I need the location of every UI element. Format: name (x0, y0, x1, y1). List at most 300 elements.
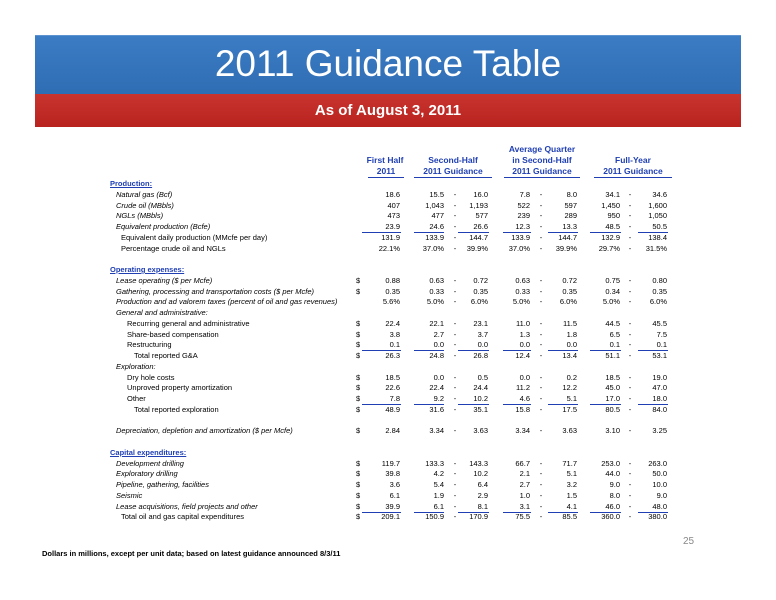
range-dash: - (453, 340, 457, 350)
table-row (0, 210, 776, 221)
value-fy2: 34.6 (652, 189, 667, 199)
row-label: General and administrative: (116, 308, 208, 317)
value-sh1: 37.0% (422, 243, 444, 253)
value-fh: 7.8 (389, 394, 400, 403)
table-row (0, 339, 776, 350)
range-dash: - (453, 404, 457, 414)
range-dash: - (539, 351, 543, 360)
table-row (0, 361, 776, 372)
value-fy1: 9.0 (609, 480, 620, 489)
row-label: Capital expenditures: (110, 447, 187, 457)
value-fh: 473 (387, 211, 400, 221)
range-dash: - (539, 211, 543, 221)
section-header-row (0, 447, 776, 458)
value-fy1: 1,450 (601, 200, 620, 210)
table-row (0, 404, 776, 415)
row-label: Restructuring (127, 340, 172, 350)
range-dash: - (453, 232, 457, 242)
range-dash: - (453, 286, 457, 296)
range-dash: - (539, 243, 543, 253)
value-aq1: 1.3 (519, 329, 530, 339)
value-fh: 2.84 (385, 426, 400, 436)
value-aq1: 3.1 (519, 501, 530, 511)
value-fy1: 0.34 (605, 286, 620, 296)
row-label: Recurring general and administrative (127, 318, 250, 328)
value-fy2: 50.5 (652, 222, 667, 231)
range-dash: - (453, 458, 457, 468)
row-label: Gathering, processing and transportation costs ($ per Mcfe) (116, 286, 315, 296)
range-dash: - (539, 458, 543, 468)
value-sh2: 6.4 (477, 480, 488, 489)
value-fy1: 29.7% (598, 243, 620, 253)
row-label: Lease operating ($ per Mcfe) (116, 275, 213, 285)
value-aq1: 3.34 (515, 426, 530, 436)
value-sh2: 144.7 (469, 232, 488, 242)
currency-symbol: $ (356, 404, 361, 414)
value-aq2: 4.1 (566, 501, 577, 511)
range-dash: - (453, 372, 457, 382)
range-dash: - (628, 501, 632, 511)
currency-symbol: $ (356, 426, 361, 436)
value-aq2: 5.1 (566, 394, 577, 403)
range-dash: - (539, 404, 543, 414)
value-fy2: 0.1 (656, 340, 667, 350)
row-label: Production: (110, 179, 153, 188)
row-label: Operating expenses: (110, 265, 185, 274)
range-dash: - (539, 297, 543, 307)
range-dash: - (453, 383, 457, 393)
range-dash: - (539, 340, 543, 350)
range-dash: - (628, 404, 632, 414)
currency-symbol: $ (356, 275, 361, 285)
value-fy1: 5.0% (602, 297, 620, 307)
row-label: Pipeline, gathering, facilities (116, 480, 209, 489)
value-fy2: 19.0 (652, 372, 667, 382)
value-fh: 5.6% (382, 297, 400, 307)
value-sh1: 150.9 (425, 512, 444, 522)
range-dash: - (539, 394, 543, 403)
value-aq1: 0.0 (519, 340, 530, 350)
value-sh2: 2.9 (477, 490, 488, 500)
title-banner (35, 35, 741, 95)
table-row (0, 286, 776, 297)
value-fy1: 0.75 (605, 275, 620, 285)
value-fh: 48.9 (385, 404, 400, 414)
row-label: Development drilling (116, 458, 184, 468)
value-sh1: 133.9 (425, 232, 444, 242)
value-aq1: 12.4 (515, 351, 530, 360)
range-dash: - (539, 490, 543, 500)
table-row (0, 318, 776, 329)
value-sh2: 0.5 (477, 372, 488, 382)
header-second-half-sub: 2011 Guidance (414, 166, 492, 178)
table-row (0, 275, 776, 286)
value-fy1: 48.5 (605, 222, 620, 231)
value-aq1: 239 (517, 211, 530, 221)
range-dash: - (628, 222, 632, 231)
value-sh2: 0.0 (477, 340, 488, 350)
value-sh1: 22.4 (429, 383, 444, 393)
range-dash: - (539, 480, 543, 489)
range-dash: - (628, 394, 632, 403)
currency-symbol: $ (356, 469, 361, 479)
range-dash: - (453, 211, 457, 221)
value-sh1: 2.7 (433, 329, 444, 339)
range-dash: - (628, 297, 632, 307)
value-sh1: 24.6 (429, 222, 444, 231)
range-dash: - (539, 501, 543, 511)
range-dash: - (539, 200, 543, 210)
value-sh2: 170.9 (469, 512, 488, 522)
value-aq2: 71.7 (562, 458, 577, 468)
value-fy1: 45.0 (605, 383, 620, 393)
value-aq2: 1.8 (566, 329, 577, 339)
range-dash: - (453, 243, 457, 253)
value-fy1: 253.0 (601, 458, 620, 468)
header-first-half-sub: 2011 (368, 166, 404, 178)
currency-symbol: $ (356, 318, 361, 328)
value-fy1: 18.5 (605, 372, 620, 382)
value-fh: 22.6 (385, 383, 400, 393)
currency-symbol: $ (356, 480, 361, 489)
value-sh2: 24.4 (473, 383, 488, 393)
value-aq2: 12.2 (562, 383, 577, 393)
value-aq2: 6.0% (559, 297, 577, 307)
value-fh: 0.1 (389, 340, 400, 350)
value-sh2: 6.0% (470, 297, 488, 307)
value-aq1: 1.0 (519, 490, 530, 500)
table-row (0, 372, 776, 383)
range-dash: - (628, 318, 632, 328)
row-label: Total reported G&A (134, 351, 198, 360)
row-label: Natural gas (Bcf) (116, 189, 173, 199)
row-label: Total oil and gas capital expenditures (121, 512, 244, 522)
value-fy1: 34.1 (605, 189, 620, 199)
row-label: Exploration: (116, 361, 156, 371)
value-sh1: 3.34 (429, 426, 444, 436)
table-row (0, 501, 776, 512)
header-full-year-sub: 2011 Guidance (594, 166, 672, 178)
range-dash: - (453, 329, 457, 339)
value-aq2: 0.2 (566, 372, 577, 382)
row-label: Equivalent production (Bcfe) (116, 222, 211, 231)
value-sh2: 8.1 (477, 501, 488, 511)
currency-symbol: $ (356, 490, 361, 500)
value-fh: 22.4 (385, 318, 400, 328)
currency-symbol: $ (356, 329, 361, 339)
row-label: Seismic (116, 490, 143, 500)
value-sh1: 9.2 (433, 394, 444, 403)
range-dash: - (453, 501, 457, 511)
row-label: Share-based compensation (127, 329, 219, 339)
row-label: NGLs (MBbls) (116, 211, 164, 221)
range-dash: - (628, 372, 632, 382)
value-sh2: 0.35 (473, 286, 488, 296)
currency-symbol: $ (356, 394, 361, 403)
value-sh1: 24.8 (429, 351, 444, 360)
value-fh: 0.88 (385, 275, 400, 285)
spacer-row (0, 436, 776, 447)
value-aq2: 17.5 (562, 404, 577, 414)
value-sh2: 35.1 (473, 404, 488, 414)
value-aq2: 8.0 (566, 189, 577, 199)
table-row (0, 296, 776, 307)
value-sh1: 4.2 (433, 469, 444, 479)
value-fy1: 3.10 (605, 426, 620, 436)
value-aq1: 0.0 (519, 372, 530, 382)
value-aq1: 11.2 (515, 383, 530, 393)
section-header-row (0, 178, 776, 189)
value-fh: 22.1% (378, 243, 400, 253)
value-fy2: 0.35 (652, 286, 667, 296)
range-dash: - (453, 189, 457, 199)
range-dash: - (539, 372, 543, 382)
value-aq1: 0.33 (515, 286, 530, 296)
range-dash: - (628, 200, 632, 210)
value-sh2: 16.0 (473, 189, 488, 199)
table-row (0, 458, 776, 469)
range-dash: - (539, 329, 543, 339)
value-fy2: 31.5% (645, 243, 667, 253)
range-dash: - (453, 512, 457, 522)
range-dash: - (453, 480, 457, 489)
value-aq2: 289 (564, 211, 577, 221)
value-fy1: 8.0 (609, 490, 620, 500)
range-dash: - (453, 351, 457, 360)
value-sh2: 23.1 (473, 318, 488, 328)
table-row (0, 393, 776, 404)
value-fy2: 0.80 (652, 275, 667, 285)
value-sh2: 10.2 (473, 469, 488, 479)
value-fy2: 18.0 (652, 394, 667, 403)
row-label: Other (127, 394, 146, 403)
row-label: Equivalent daily production (MMcfe per day) (121, 232, 268, 242)
currency-symbol: $ (356, 351, 361, 360)
value-aq1: 11.0 (515, 318, 530, 328)
value-fy2: 48.0 (652, 501, 667, 511)
value-aq2: 144.7 (558, 232, 577, 242)
table-row (0, 243, 776, 254)
value-fh: 3.6 (389, 480, 400, 489)
table-row (0, 200, 776, 211)
value-aq1: 4.6 (519, 394, 530, 403)
value-fy2: 45.5 (652, 318, 667, 328)
page-subtitle: As of August 3, 2011 (314, 102, 462, 119)
row-label: Exploratory drilling (116, 469, 178, 479)
value-aq1: 2.1 (519, 469, 530, 479)
value-fh: 18.6 (385, 189, 400, 199)
value-aq1: 37.0% (508, 243, 530, 253)
value-aq2: 597 (564, 200, 577, 210)
value-aq1: 5.0% (512, 297, 530, 307)
range-dash: - (628, 480, 632, 489)
value-sh1: 133.3 (425, 458, 444, 468)
spacer-row (0, 415, 776, 426)
table-row (0, 479, 776, 490)
value-aq2: 13.3 (562, 222, 577, 231)
value-fh: 0.35 (385, 286, 400, 296)
page-number: 25 (683, 536, 695, 547)
value-fy2: 1,050 (648, 211, 667, 221)
value-fy2: 263.0 (648, 458, 667, 468)
value-sh1: 15.5 (429, 189, 444, 199)
value-sh2: 26.6 (473, 222, 488, 231)
table-row (0, 511, 776, 522)
value-sh2: 143.3 (469, 458, 488, 468)
table-row (0, 189, 776, 200)
value-fy2: 10.0 (652, 480, 667, 489)
range-dash: - (628, 490, 632, 500)
value-fy2: 50.0 (652, 469, 667, 479)
range-dash: - (453, 200, 457, 210)
currency-symbol: $ (356, 340, 361, 350)
value-fy1: 51.1 (605, 351, 620, 360)
currency-symbol: $ (356, 458, 361, 468)
range-dash: - (453, 297, 457, 307)
value-aq1: 7.8 (519, 189, 530, 199)
range-dash: - (628, 243, 632, 253)
range-dash: - (453, 394, 457, 403)
value-aq2: 85.5 (562, 512, 577, 522)
value-fy1: 80.5 (605, 404, 620, 414)
table-row (0, 329, 776, 340)
value-fh: 209.1 (381, 512, 400, 522)
value-aq1: 522 (517, 200, 530, 210)
value-fh: 26.3 (385, 351, 400, 360)
value-fh: 407 (387, 200, 400, 210)
value-aq1: 66.7 (515, 458, 530, 468)
currency-symbol: $ (356, 512, 361, 522)
subtitle-banner (35, 94, 741, 127)
range-dash: - (539, 318, 543, 328)
value-fh: 23.9 (385, 222, 400, 231)
table-row (0, 350, 776, 361)
value-sh2: 577 (475, 211, 488, 221)
currency-symbol: $ (356, 286, 361, 296)
value-sh1: 5.4 (433, 480, 444, 489)
value-aq1: 15.8 (515, 404, 530, 414)
range-dash: - (539, 275, 543, 285)
value-aq1: 133.9 (511, 232, 530, 242)
range-dash: - (453, 426, 457, 436)
range-dash: - (628, 512, 632, 522)
row-label: Dry hole costs (127, 372, 175, 382)
range-dash: - (453, 490, 457, 500)
header-first-half: First Half (366, 155, 404, 165)
value-sh2: 3.7 (477, 329, 488, 339)
value-sh1: 0.63 (429, 275, 444, 285)
value-aq2: 1.5 (566, 490, 577, 500)
value-fy2: 53.1 (652, 351, 667, 360)
value-aq2: 0.72 (562, 275, 577, 285)
range-dash: - (628, 329, 632, 339)
row-label: Production and ad valorem taxes (percent of oil and gas revenues) (116, 297, 338, 307)
value-sh2: 39.9% (466, 243, 488, 253)
value-fy2: 84.0 (652, 404, 667, 414)
range-dash: - (628, 286, 632, 296)
range-dash: - (628, 275, 632, 285)
value-sh1: 0.0 (433, 340, 444, 350)
value-fy1: 132.9 (601, 232, 620, 242)
value-sh1: 22.1 (429, 318, 444, 328)
header-second-half: Second-Half (428, 155, 478, 165)
range-dash: - (539, 222, 543, 231)
value-fy1: 0.1 (609, 340, 620, 350)
range-dash: - (628, 340, 632, 350)
value-aq2: 39.9% (555, 243, 577, 253)
value-aq2: 0.35 (562, 286, 577, 296)
value-sh1: 6.1 (433, 501, 444, 511)
row-label: Total reported exploration (134, 404, 219, 414)
value-fy2: 380.0 (648, 512, 667, 522)
range-dash: - (628, 189, 632, 199)
row-label: Lease acquisitions, field projects and other (116, 501, 258, 511)
spacer-row (0, 253, 776, 264)
table-row (0, 307, 776, 318)
value-aq2: 3.2 (566, 480, 577, 489)
range-dash: - (453, 275, 457, 285)
value-fh: 6.1 (389, 490, 400, 500)
range-dash: - (539, 189, 543, 199)
value-sh2: 10.2 (473, 394, 488, 403)
row-label: Depreciation, depletion and amortization ($ per Mcfe) (116, 426, 293, 436)
range-dash: - (539, 383, 543, 393)
range-dash: - (539, 426, 543, 436)
currency-symbol: $ (356, 372, 361, 382)
header-full-year: Full-Year (615, 155, 651, 165)
value-fy2: 9.0 (656, 490, 667, 500)
value-fh: 131.9 (381, 232, 400, 242)
range-dash: - (628, 351, 632, 360)
range-dash: - (628, 383, 632, 393)
value-aq1: 2.7 (519, 480, 530, 489)
value-fy1: 17.0 (605, 394, 620, 403)
value-fy2: 1,600 (648, 200, 667, 210)
value-fy1: 46.0 (605, 501, 620, 511)
header-in-second-half: in Second-Half (512, 155, 572, 165)
value-sh1: 31.6 (429, 404, 444, 414)
header-average-quarter: Average Quarter (508, 144, 576, 154)
range-dash: - (453, 469, 457, 479)
value-aq1: 12.3 (515, 222, 530, 231)
range-dash: - (628, 458, 632, 468)
value-aq2: 5.1 (566, 469, 577, 479)
range-dash: - (539, 512, 543, 522)
currency-symbol: $ (356, 501, 361, 511)
value-fy2: 7.5 (656, 329, 667, 339)
range-dash: - (539, 469, 543, 479)
value-fy1: 950 (607, 211, 620, 221)
value-sh1: 5.0% (426, 297, 444, 307)
value-fy1: 6.5 (609, 329, 620, 339)
table-row (0, 232, 776, 243)
value-fy1: 44.5 (605, 318, 620, 328)
table-row (0, 468, 776, 479)
value-aq2: 13.4 (562, 351, 577, 360)
value-sh1: 0.33 (429, 286, 444, 296)
value-fh: 39.9 (385, 501, 400, 511)
value-sh1: 1.9 (433, 490, 444, 500)
range-dash: - (539, 286, 543, 296)
value-aq2: 11.5 (562, 318, 577, 328)
value-sh1: 1,043 (425, 200, 444, 210)
row-label: Crude oil (MBbls) (116, 200, 174, 210)
value-sh1: 477 (431, 211, 444, 221)
currency-symbol: $ (356, 383, 361, 393)
header-in-second-half-sub: 2011 Guidance (504, 166, 580, 178)
value-aq1: 0.63 (515, 275, 530, 285)
value-fy1: 360.0 (601, 512, 620, 522)
